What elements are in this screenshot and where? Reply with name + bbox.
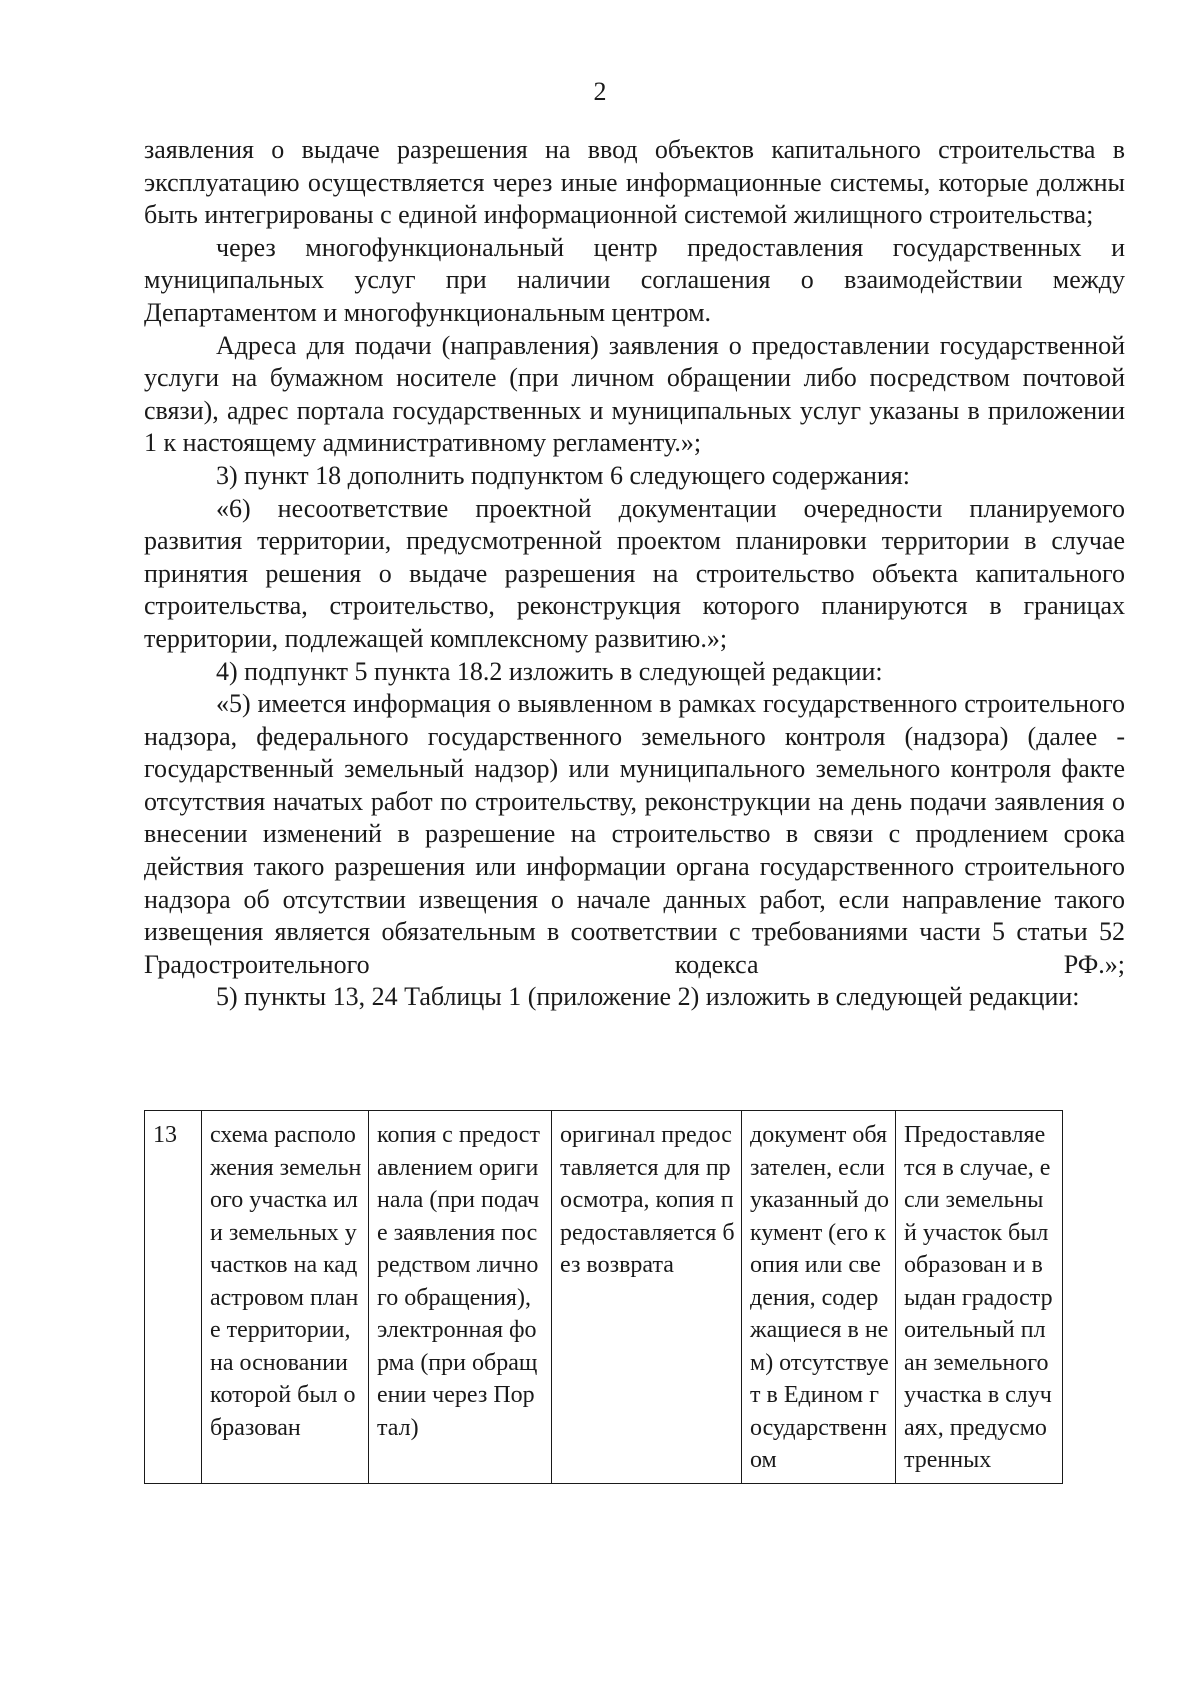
- submission-form-cell: копия с предоставлением оригинала (при подаче заявления посредством личного обращения), электронная форма (при обращении через Портал): [369, 1111, 552, 1484]
- condition-cell: Предоставляется в случае, если земельный участок был образован и выдан градостроительный план земельного участка в случаях, предусмотренных: [896, 1111, 1063, 1484]
- page-number: 2: [593, 77, 607, 106]
- obligation-cell: документ обязателен, если указанный документ (его копия или сведения, содержащиеся в нем) отсутствует в Едином государственном: [742, 1111, 896, 1484]
- paragraph-item-3: 3) пункт 18 дополнить подпунктом 6 следующего содержания:: [216, 460, 910, 490]
- document-body: [144, 134, 1125, 1014]
- row-number-cell: 13: [145, 1111, 202, 1484]
- document-name-cell: схема расположения земельного участка или земельных участков на кадастровом плане территории, на основании которой был образован: [202, 1111, 369, 1484]
- paragraph-item-4: 4) подпункт 5 пункта 18.2 изложить в следующей редакции:: [216, 656, 883, 686]
- original-handling-cell: оригинал предоставляется для просмотра, копия предоставляется без возврата: [552, 1111, 742, 1484]
- paragraph-subitem-5: «5) имеется информация о выявленном в рамках государственного строительного надзора, федерального государственного земельного контроля (надзора) (далее - государственный земельный надзор) или муниципального земельного контроля факте отсутствия начатых работ по строительству, реконструкции на день подачи заявления о внесении изменений в разрешение на строительство в связи с продлением срока действия такого разрешения или информации органа государственного строительного надзора об отсутствии извещения о начале данных работ, если направление такого извещения является обязательным в соответствии с требованиями части 5 статьи 52 Градостроительного кодекса РФ.»;: [144, 689, 1125, 979]
- paragraph-mfc: через многофункциональный центр предоставления государственных и муниципальных услуг при наличии соглашения о взаимодействии между Департаментом и многофункциональным центром.: [144, 232, 1125, 327]
- paragraph-item-5: 5) пункты 13, 24 Таблицы 1 (приложение 2) изложить в следующей редакции:: [216, 982, 1080, 1012]
- table-row: [145, 1111, 1063, 1484]
- paragraph-subitem-6: «6) несоответствие проектной документации очередности планируемого развития территории, предусмотренной проектом планировки территории в случае принятия решения о выдаче разрешения на строительство объекта капитального строительства, строительство, реконструкция которого планируются в границах территории, подлежащей комплексному развитию.»;: [144, 493, 1125, 653]
- paragraph-continuation: заявления о выдаче разрешения на ввод объектов капитального строительства в эксплуатацию осуществляется через иные информационные системы, которые должны быть интегрированы с единой информационной системой жилищного строительства;: [144, 135, 1125, 230]
- paragraph-addresses: Адреса для подачи (направления) заявления о предоставлении государственной услуги на бумажном носителе (при личном обращении либо посредством почтовой связи), адрес портала государственных и муниципальных услуг указаны в приложении 1 к настоящему административному регламенту.»;: [144, 330, 1125, 458]
- documents-table: [144, 1110, 1063, 1484]
